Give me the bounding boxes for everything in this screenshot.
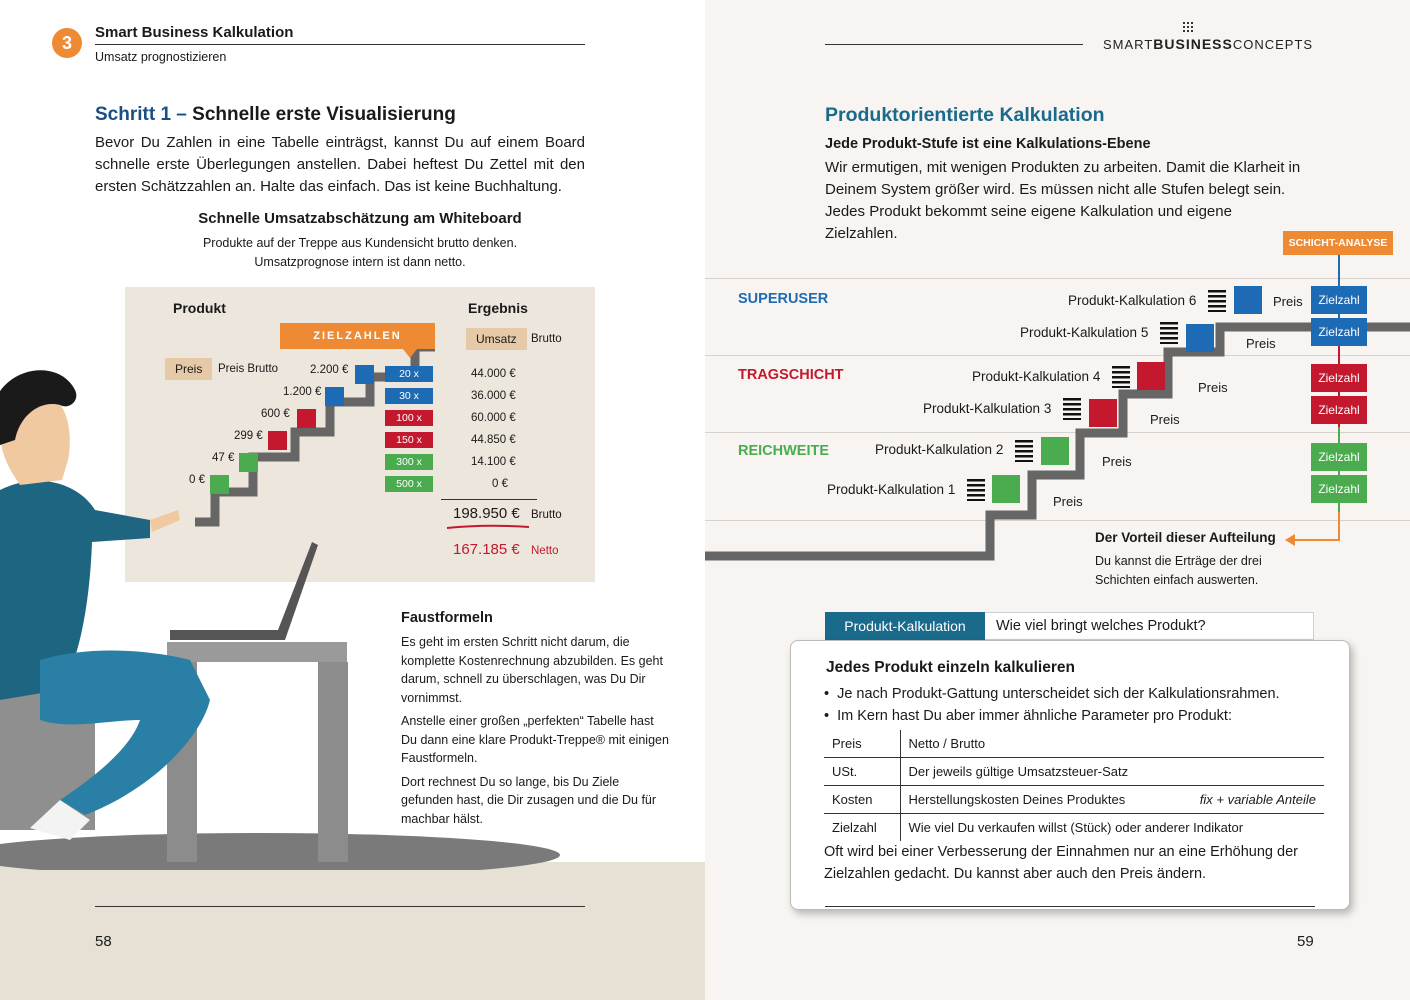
produkt-label: Produkt (173, 300, 226, 316)
product-square-1 (992, 475, 1020, 503)
product-square-6 (1234, 286, 1262, 314)
result-5: 36.000 € (471, 390, 516, 402)
header-subtitle: Umsatz prognostizieren (95, 50, 227, 64)
list-icon (1063, 398, 1081, 420)
whiteboard-subtitle (95, 234, 625, 272)
faustformeln-paragraph-2: Anstelle einer großen „perfekten“ Tabelle hast Du dann eine klare Produkt-Treppe® mit einigen Faustformeln. (401, 714, 669, 765)
card-footer-text: Oft wird bei einer Verbesserung der Einnahmen nur an eine Erhöhung der Zielzahlen gedacht. Du kannst aber auch den Preis ändern. (824, 844, 1298, 882)
layer-superuser: SUPERUSER (738, 291, 829, 307)
product-label-4: Produkt-Kalkulation 4 (972, 369, 1101, 384)
product-label-1: Produkt-Kalkulation 1 (827, 482, 956, 497)
price-5: 1.200 € (283, 386, 322, 398)
preis-label-4: Preis (1198, 380, 1228, 395)
card-bullet-list (824, 683, 1280, 727)
table-value (900, 786, 1324, 814)
price-1: 0 € (189, 474, 205, 486)
list-item: • Je nach Produkt-Gattung unterscheidet sich der Kalkulationsrahmen. (824, 683, 1280, 705)
list-icon (1208, 290, 1226, 312)
zielzahl-box-1: Zielzahl (1311, 475, 1367, 503)
list-icon (967, 479, 985, 501)
step-title: Schnelle erste Visualisierung (192, 104, 456, 125)
preis-label-6: Preis (1273, 294, 1303, 309)
price-6: 2.200 € (310, 364, 349, 376)
brand-business: BUSINESS (1153, 36, 1233, 52)
preis-tag: Preis (165, 358, 212, 380)
table-value-text: Netto / Brutto (908, 736, 986, 751)
quantity-4: 100 x (385, 410, 433, 426)
quantity-2: 300 x (385, 454, 433, 470)
vorteil-text-line-1: Du kannst die Erträge der drei (1095, 554, 1262, 568)
product-square-5 (1186, 324, 1214, 352)
umsatz-tag: Umsatz (466, 328, 527, 350)
preis-label-2: Preis (1102, 454, 1132, 469)
result-4: 60.000 € (471, 412, 516, 424)
tab-question: Wie viel bringt welches Produkt? (996, 618, 1206, 634)
zielzahlen-banner-pointer (403, 349, 417, 358)
right-page (705, 0, 1410, 1000)
preis-label-3: Preis (1150, 412, 1180, 427)
quantity-3: 150 x (385, 432, 433, 448)
zielzahlen-banner: ZIELZAHLEN (280, 323, 435, 349)
floor (0, 862, 705, 1000)
table-value-text: Der jeweils gültige Umsatzsteuer-Satz (908, 764, 1129, 779)
faustformeln-text (401, 633, 671, 833)
zielzahl-box-2: Zielzahl (1311, 443, 1367, 471)
section-intro: Wir ermutigen, mit wenigen Produkten zu arbeiten. Damit die Klarheit in Deinem System größer wird. Es müssen nicht alle Stufen belegt sein. Jedes Produkt bekommt seine eigene Kalkulation und eigene Zielzahlen. (825, 159, 1301, 242)
preis-label-5: Preis (1246, 336, 1276, 351)
table-row (824, 730, 1324, 758)
quantity-6: 20 x (385, 366, 433, 382)
header-title: Smart Business Kalkulation (95, 24, 294, 41)
tab-produkt-kalkulation[interactable]: Produkt-Kalkulation (825, 612, 985, 640)
product-staircase (705, 0, 1410, 600)
whiteboard-subtitle-line-2: Umsatzprognose intern ist dann netto. (254, 255, 466, 269)
total-netto-label: Netto (531, 545, 559, 557)
product-square-3 (1089, 399, 1117, 427)
table-value (900, 814, 1324, 842)
list-icon (1015, 440, 1033, 462)
result-1: 0 € (492, 478, 508, 490)
footer-rule-right (825, 906, 1315, 907)
product-label-6: Produkt-Kalkulation 6 (1068, 293, 1197, 308)
table-row (824, 758, 1324, 786)
product-label-5: Produkt-Kalkulation 5 (1020, 325, 1149, 340)
header-rule (95, 44, 585, 45)
product-square-2 (1041, 437, 1069, 465)
table-row (824, 786, 1324, 814)
section-title: Produktorientierte Kalkulation (825, 104, 1105, 126)
faustformeln-title: Faustformeln (401, 610, 493, 626)
table-note: fix + variable Anteile (1199, 792, 1316, 807)
table-key: Preis (824, 730, 900, 758)
total-netto: 167.185 € (453, 541, 520, 558)
vorteil-text-line-2: Schichten einfach auswerten. (1095, 572, 1259, 587)
table-key: Zielzahl (824, 814, 900, 842)
layer-tragschicht: TRAGSCHICHT (738, 367, 844, 383)
price-4: 600 € (261, 408, 290, 420)
total-brutto: 198.950 € (453, 505, 520, 522)
zielzahl-box-4: Zielzahl (1311, 364, 1367, 392)
quantity-1: 500 x (385, 476, 433, 492)
preis-brutto-label: Preis Brutto (218, 363, 279, 375)
section-subtitle: Jede Produkt-Stufe ist eine Kalkulations-Ebene (825, 136, 1151, 152)
parameter-table (824, 730, 1324, 841)
vorteil-text (1095, 552, 1262, 589)
brand-smart: SMART (1103, 37, 1154, 52)
intro-paragraph: Bevor Du Zahlen in eine Tabelle einträgst, kannst Du auf einem Board schnelle erste Überlegungen anstellen. Dabei heftest Du Zettel mit den ersten Schätzzahlen an. Halte das einfach. Das ist keine Buchhaltung. (95, 134, 585, 195)
faustformeln-paragraph-3: Dort rechnest Du so lange, bis Du Ziele gefunden hast, die Dir zusagen und die Du für machbar hälst. (401, 774, 657, 826)
product-label-2: Produkt-Kalkulation 2 (875, 442, 1004, 457)
table-row (824, 814, 1324, 842)
kalkulation-card (790, 640, 1350, 910)
chapter-badge: 3 (52, 28, 82, 58)
list-icon (1112, 366, 1130, 388)
vorteil-title: Der Vorteil dieser Aufteilung (1095, 530, 1276, 545)
product-label-3: Produkt-Kalkulation 3 (923, 401, 1052, 416)
ergebnis-label: Ergebnis (468, 300, 528, 316)
brutto-header: Brutto (531, 333, 562, 345)
step-prefix: Schritt 1 – (95, 104, 187, 125)
faustformeln-paragraph-1: Es geht im ersten Schritt nicht darum, die komplette Kostenrechnung abzubilden. Es geht darum, schnell zu überschlagen, was Du Dir vornimmst. (401, 635, 663, 705)
preis-label-1: Preis (1053, 494, 1083, 509)
layer-reichweite: REICHWEITE (738, 443, 830, 459)
table-key: Kosten (824, 786, 900, 814)
quantity-5: 30 x (385, 388, 433, 404)
table-value (900, 758, 1324, 786)
page-number-left: 58 (95, 933, 112, 950)
footer-rule-left (95, 906, 585, 907)
result-2: 14.100 € (471, 456, 516, 468)
list-item: • Im Kern hast Du aber immer ähnliche Parameter pro Produkt: (824, 705, 1280, 727)
whiteboard-subtitle-line-1: Produkte auf der Treppe aus Kundensicht brutto denken. (202, 236, 518, 250)
price-3: 299 € (234, 430, 263, 442)
schicht-analyse-banner: SCHICHT-ANALYSE (1283, 231, 1393, 255)
table-value-text: Herstellungskosten Deines Produktes (908, 792, 1126, 807)
zielzahl-box-3: Zielzahl (1311, 396, 1367, 424)
list-icon (1160, 322, 1178, 344)
page-number-right: 59 (1297, 933, 1314, 950)
result-3: 44.850 € (471, 434, 516, 446)
result-6: 44.000 € (471, 368, 516, 380)
card-title: Jedes Produkt einzeln kalkulieren (826, 659, 1075, 676)
total-brutto-label: Brutto (531, 509, 562, 521)
brand-concepts: CONCEPTS (1232, 37, 1314, 52)
step-heading (95, 104, 456, 126)
table-value (900, 730, 1324, 758)
whiteboard-title: Schnelle Umsatzabschätzung am Whiteboard (198, 210, 522, 227)
zielzahl-box-5: Zielzahl (1311, 318, 1367, 346)
table-key: USt. (824, 758, 900, 786)
price-2: 47 € (212, 452, 235, 464)
table-value-text: Wie viel Du verkaufen willst (Stück) oder anderer Indikator (908, 820, 1244, 835)
product-square-4 (1137, 362, 1165, 390)
zielzahl-box-6: Zielzahl (1311, 286, 1367, 314)
